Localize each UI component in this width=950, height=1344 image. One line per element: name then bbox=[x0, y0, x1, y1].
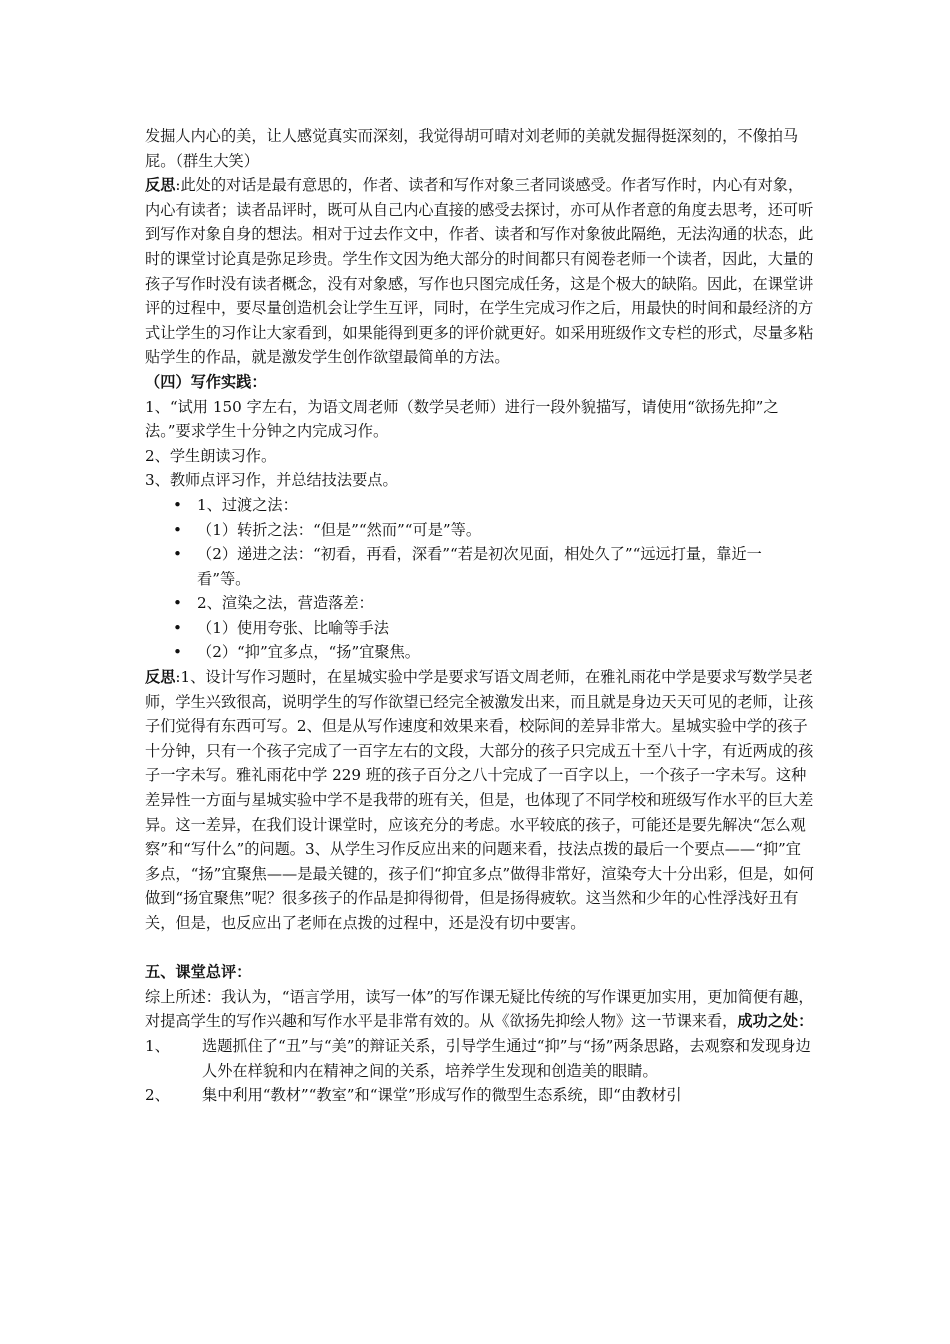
item-text: 选题抓住了“丑”与“美”的辩证关系，引导学生通过“抑”与“扬”两条思路，去观察和发现身边人外在样貌和内在精神之间的关系，培养学生发现和创造美的眼睛。 bbox=[202, 1036, 811, 1080]
bullet-item bbox=[145, 616, 815, 641]
technique-bullet-list bbox=[145, 493, 815, 665]
blank-line bbox=[145, 936, 815, 961]
bullet-icon: • bbox=[173, 594, 182, 613]
reflection-text: :此处的对话是最有意思的，作者、读者和写作对象三者同谈感受。作者写作时，内心有对象，内心有读者；读者品评时，既可从自己内心直接的感受去探讨，亦可从作者意的角度去思考，还可听到写作对象自身的想法。相对于过去作文中，作者、读者和写作对象彼此隔绝，无法沟通的状态，此时的课堂讨论真是弥足珍贵。学生作文因为绝大部分的时间都只有阅卷老师一个读者，因此，大量的孩子写作时没有读者概念，没有对象感，写作也只图完成任务，这是个极大的缺陷。因此，在课堂讲评的过程中，要尽量创造机会让学生互评，同时，在学生完成习作之后，用最快的时间和最经济的方式让学生的习作让大家看到，如果能得到更多的评价就更好。如采用班级作文专栏的形式，尽量多粘贴学生的作品，就是激发学生创作欲望最简单的方法。 bbox=[145, 176, 814, 367]
bullet-text: 1、过渡之法： bbox=[197, 495, 298, 514]
item-number: 1、 bbox=[145, 1036, 170, 1055]
summary-paragraph bbox=[145, 985, 815, 1034]
bullet-icon: • bbox=[173, 520, 182, 539]
bullet-item bbox=[145, 542, 815, 591]
bullet-text: （1）使用夸张、比喻等手法 bbox=[197, 618, 389, 637]
reflection-paragraph-1 bbox=[145, 173, 815, 370]
reflection-label: 反思 bbox=[145, 668, 176, 687]
reflection-text: :1、设计写作习题时，在星城实验中学是要求写语文周老师，在雅礼雨花中学是要求写数学吴老师，学生兴致很高，说明学生的写作欲望已经完全被激发出来，而且就是身边天天可见的老师，让孩子们觉得有东西可写。2、但是从写作速度和效果来看，校际间的差异非常大。星城实验中学的孩子十分钟，只有一个孩子完成了一百字左右的文段，大部分的孩子只完成五十至八十字，有近两成的孩子一字未写。雅礼雨花中学 229 班的孩子百分之八十完成了一百字以上，一个孩子一字未写。这种差异性一方面与星城实验中学不是我带的班有关，但是，也体现了不同学校和班级写作水平的巨大差异。这一差异，在我们设计课堂时，应该充分的考虑。水平较底的孩子，可能还是要先解决“怎么观察”和“写什么”的问题。3、从学生习作反应出来的问题来看，技法点拨的最后一个要点——“抑”宜多点，“扬”宜聚焦——是最关键的，孩子们“抑宜多点”做得非常好，渲染夸大十分出彩，但是，如何做到“扬宜聚焦”呢？很多孩子的作品是抑得彻骨，但是扬得疲软。这当然和少年的心性浮浅好丑有关，但是，也反应出了老师在点拨的过程中，还是没有切中要害。 bbox=[145, 668, 814, 932]
bullet-item bbox=[145, 493, 815, 518]
bullet-text: （2）递进之法：“初看，再看，深看”“若是初次见面，相处久了”“远远打量，靠近一看”等。 bbox=[197, 545, 762, 588]
item-text: 集中利用“教材”“教室”和“课堂”形成写作的微型生态系统，即“由教材引 bbox=[202, 1086, 682, 1105]
paragraph-intro: 发掘人内心的美，让人感觉真实而深刻，我觉得胡可晴对刘老师的美就发掘得挺深刻的，不像拍马屁。（群生大笑） bbox=[145, 127, 799, 170]
item-number: 2、 bbox=[145, 1086, 170, 1105]
bullet-text: （2）“抑”宜多点，“扬”宜聚焦。 bbox=[197, 643, 420, 662]
bullet-item bbox=[145, 518, 815, 543]
bullet-text: （1）转折之法：“但是”“然而”“可是”等。 bbox=[197, 520, 482, 539]
bullet-item bbox=[145, 640, 815, 665]
reflection-paragraph-2 bbox=[145, 665, 815, 936]
numbered-item bbox=[145, 1034, 815, 1083]
step-item: 1、“试用 150 字左右，为语文周老师（数学吴老师）进行一段外貌描写，请使用“欲扬先抑”之法。”要求学生十分钟之内完成习作。 bbox=[145, 397, 779, 441]
bullet-icon: • bbox=[173, 643, 182, 662]
section-heading-class-summary: 五、课堂总评： bbox=[145, 963, 252, 982]
reflection-label: 反思 bbox=[145, 176, 176, 195]
summary-text: 综上所述：我认为，“语言学用，读写一体”的写作课无疑比传统的写作课更加实用，更加简便有趣，对提高学生的写作兴趣和写作水平是非常有效的。从《欲扬先抑绘人物》这一节课来看， bbox=[145, 987, 814, 1031]
numbered-item bbox=[145, 1083, 815, 1108]
bullet-icon: • bbox=[173, 495, 182, 514]
document-page bbox=[145, 124, 815, 1108]
step-item: 2、学生朗读习作。 bbox=[145, 446, 277, 465]
section-heading-writing-practice: （四）写作实践： bbox=[145, 372, 267, 391]
bullet-icon: • bbox=[173, 545, 182, 564]
step-item: 3、教师点评习作，并总结技法要点。 bbox=[145, 471, 398, 490]
bullet-item bbox=[145, 591, 815, 616]
bullet-text: 2、渲染之法，营造落差： bbox=[197, 594, 374, 613]
bullet-icon: • bbox=[173, 618, 182, 637]
summary-bold-tail: 成功之处： bbox=[737, 1012, 814, 1031]
